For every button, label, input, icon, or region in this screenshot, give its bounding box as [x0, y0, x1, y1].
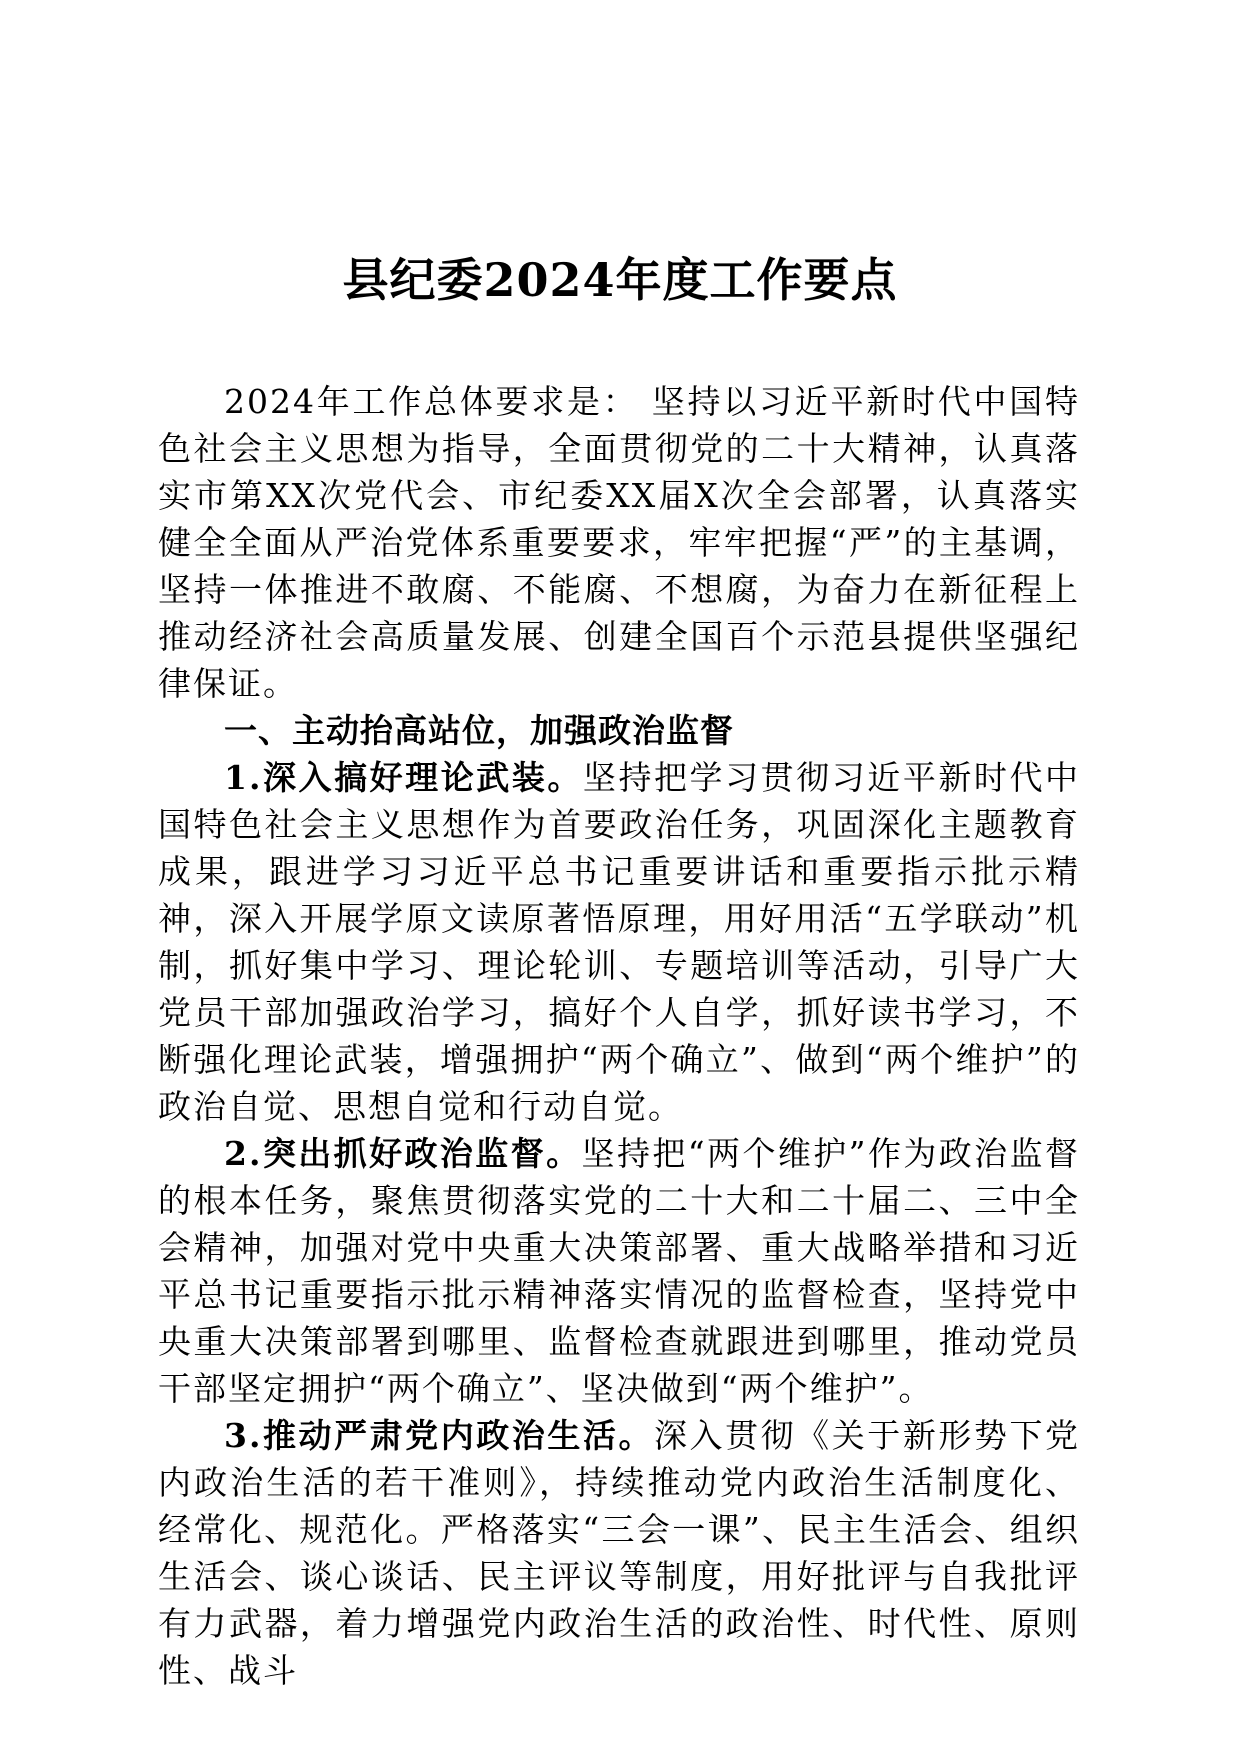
document-body	[158, 378, 1080, 1694]
item-text: 深入贯彻《关于新形势下党内政治生活的若干准则》，持续推动党内政治生活制度化、经常化、规范化。严格落实“三会一课”、民主生活会、组织生活会、谈心谈话、民主评议等制度，用好批评与自我批评有力武器，着力增强党内政治生活的政治性、时代性、原则性、战斗	[158, 1416, 1081, 1690]
item-paragraph-3	[158, 1412, 1080, 1694]
item-lead: 2.突出抓好政治监督。	[224, 1134, 582, 1173]
item-paragraph-2	[158, 1130, 1080, 1412]
item-lead: 3.推动严肃党内政治生活。	[224, 1416, 654, 1455]
section-heading: 一、主动抬高站位，加强政治监督	[224, 711, 734, 750]
item-paragraph-1	[158, 754, 1080, 1130]
item-text: 坚持把学习贯彻习近平新时代中国特色社会主义思想作为首要政治任务，巩固深化主题教育成果，跟进学习习近平总书记重要讲话和重要指示批示精神，深入开展学原文读原著悟原理，用好用活“五学联动”机制，抓好集中学习、理论轮训、专题培训等活动，引导广大党员干部加强政治学习，搞好个人自学，抓好读书学习，不断强化理论武装，增强拥护“两个确立”、做到“两个维护”的政治自觉、思想自觉和行动自觉。	[158, 758, 1080, 1126]
document-title: 县纪委2024年度工作要点	[342, 253, 898, 307]
item-lead: 1.深入搞好理论武装。	[224, 758, 583, 797]
item-text: 坚持把“两个维护”作为政治监督的根本任务，聚焦贯彻落实党的二十大和二十届二、三中全会精神，加强对党中央重大决策部署、重大战略举措和习近平总书记重要指示批示精神落实情况的监督检查，坚持党中央重大决策部署到哪里、监督检查就跟进到哪里，推动党员干部坚定拥护“两个确立”、坚决做到“两个维护”。	[158, 1134, 1081, 1408]
intro-paragraph: 2024年工作总体要求是： 坚持以习近平新时代中国特色社会主义思想为指导，全面贯彻党的二十大精神，认真落实市第XX次党代会、市纪委XX届X次全会部署，认真落实健全全面从严治党体系重要要求，牢牢把握“严”的主基调，坚持一体推进不敢腐、不能腐、不想腐，为奋力在新征程上推动经济社会高质量发展、创建全国百个示范县提供坚强纪律保证。	[158, 382, 1080, 703]
